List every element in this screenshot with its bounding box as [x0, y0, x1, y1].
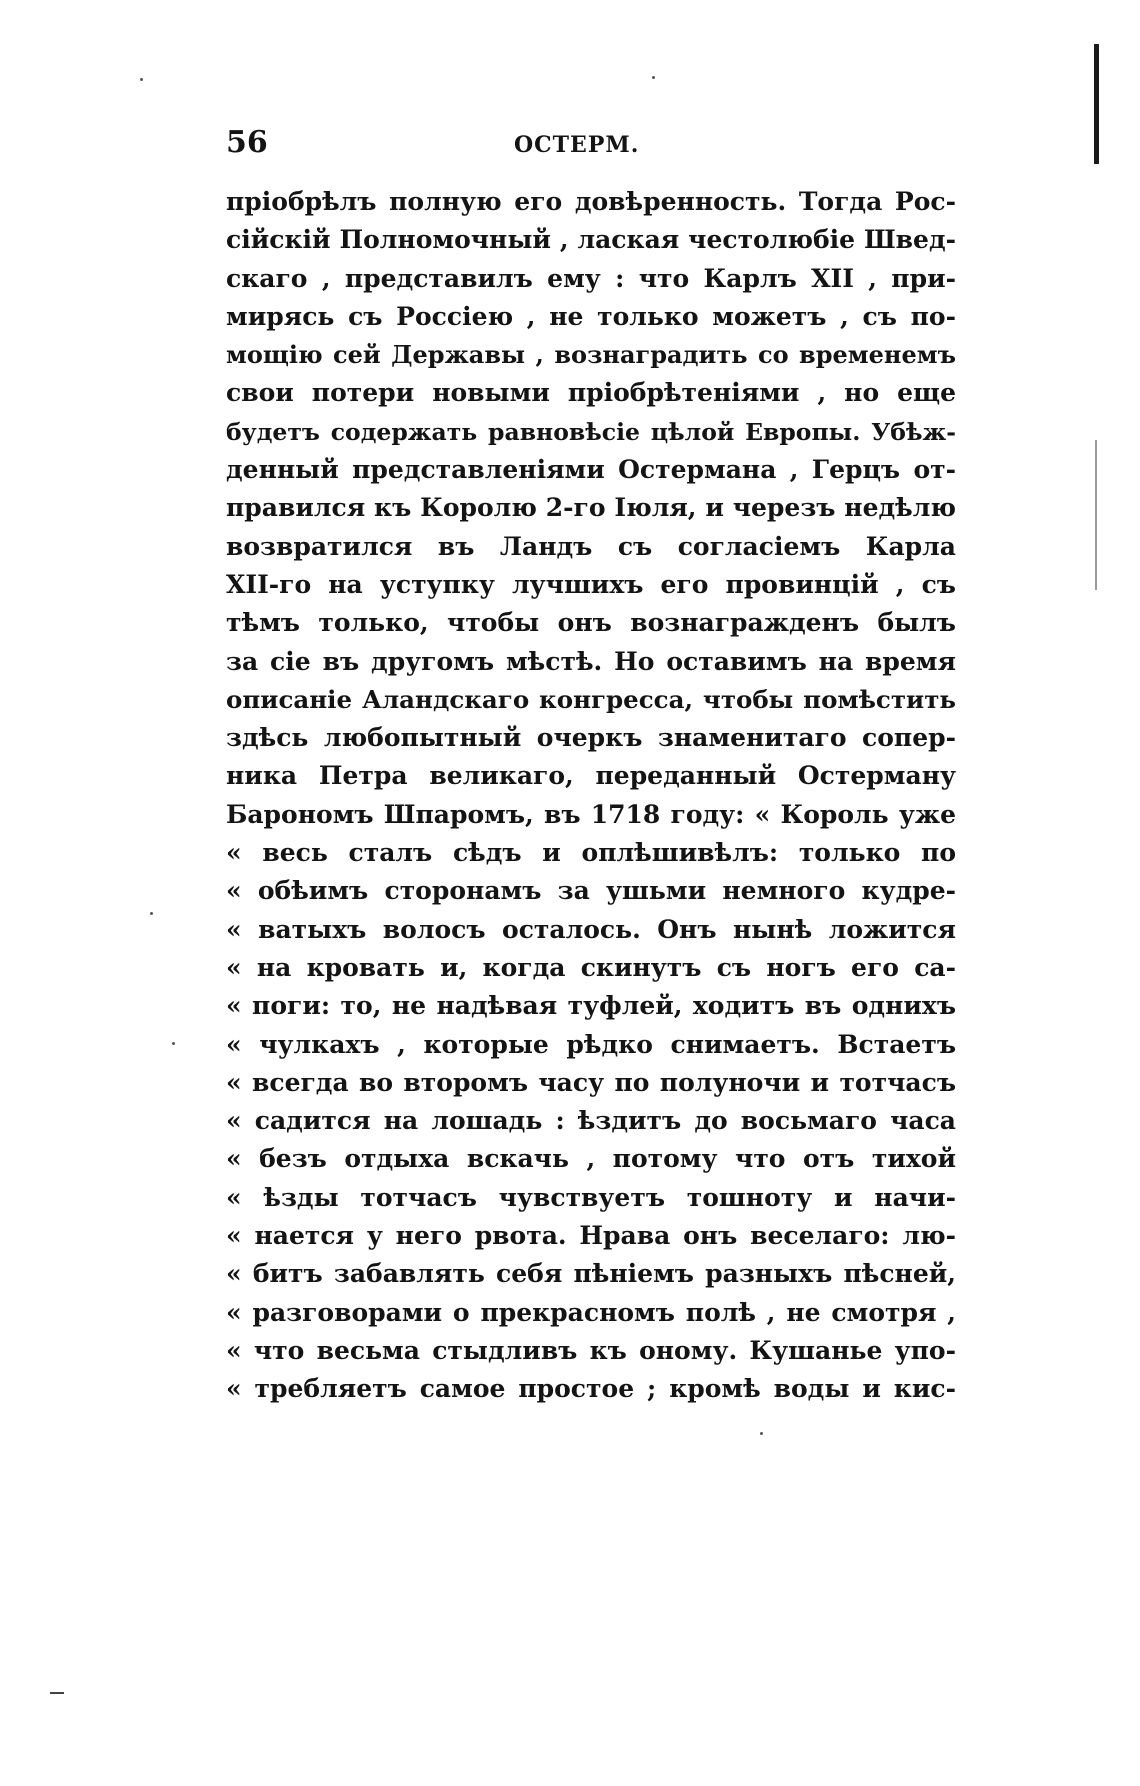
- text-line: описаніе Аландскаго конгресса, чтобы помѣстить: [226, 684, 956, 714]
- scan-speck: [652, 76, 655, 79]
- text-line: здѣсь любопытный очеркъ знаменитаго сопер-: [226, 723, 956, 753]
- text-line: Барономъ Шпаромъ, въ 1718 году: « Король уже: [226, 799, 956, 829]
- text-line: скаго , представилъ ему : что Карлъ XII , при-: [226, 263, 956, 293]
- running-header: ОСТЕРМ.: [514, 132, 640, 158]
- text-line: XII-го на уступку лучшихъ его провинцій , съ: [226, 569, 956, 599]
- text-line: « разговорами о прекрасномъ полѣ , не смотря ,: [226, 1297, 956, 1327]
- text-line: « ѣзды тотчасъ чувствуетъ тошноту и начи-: [226, 1182, 956, 1212]
- scan-speck: [150, 912, 153, 915]
- scan-speck: [172, 1042, 175, 1045]
- text-line: « чулкахъ , которые рѣдко снимаетъ. Встаетъ: [226, 1029, 956, 1059]
- text-line: « садится на лошадь : ѣздитъ до восьмаго часа: [226, 1106, 956, 1136]
- text-line: сійскій Полномочный , лаская честолюбіе Швед-: [226, 225, 956, 255]
- text-line: « обѣимъ сторонамъ за ушьми немного кудре-: [226, 876, 956, 906]
- text-line: денный представленіями Остермана , Герцъ от-: [226, 455, 956, 485]
- text-line: « всегда во второмъ часу по полуночи и тотчасъ: [226, 1067, 956, 1097]
- scan-speck: [140, 78, 143, 81]
- scan-speck: [760, 1432, 763, 1435]
- text-line: возвратился въ Ландъ съ согласіемъ Карла: [226, 531, 956, 561]
- text-line: за сіе въ другомъ мѣстѣ. Но оставимъ на время: [226, 646, 956, 676]
- text-line: ника Петра великаго, переданный Остерману: [226, 761, 956, 791]
- text-line: будетъ содержать равновѣсіе цѣлой Европы. Убѣж-: [226, 417, 956, 446]
- text-line: мирясь съ Россіею , не только можетъ , съ по-: [226, 301, 956, 331]
- text-line: « нается у него рвота. Нрава онъ веселаго: лю-: [226, 1221, 956, 1251]
- text-line: « весь сталъ сѣдъ и оплѣшивѣлъ: только по: [226, 838, 956, 868]
- text-line: « битъ забавлять себя пѣніемъ разныхъ пѣсней,: [226, 1259, 956, 1289]
- text-line: « что весьма стыдливъ къ оному. Кушанье упо-: [226, 1335, 956, 1365]
- text-line: « безъ отдыха вскачь , потому что отъ тихой: [226, 1144, 956, 1174]
- scan-edge-mark: [1094, 44, 1099, 164]
- text-line: правился къ Королю 2-го Іюля, и черезъ недѣлю: [226, 493, 956, 523]
- text-line: тѣмъ только, чтобы онъ вознагражденъ былъ: [226, 608, 956, 638]
- text-line: пріобрѣлъ полную его довѣренность. Тогда Рос-: [226, 187, 956, 216]
- page-number: 56: [226, 125, 268, 160]
- text-line: « ватыхъ волосъ осталось. Онъ нынѣ ложится: [226, 914, 956, 944]
- text-line: « поги: то, не надѣвая туфлей, ходитъ въ однихъ: [226, 991, 956, 1021]
- text-line: свои потери новыми пріобрѣтеніями , но еще: [226, 378, 956, 408]
- text-line: « на кровать и, когда скинутъ съ ногъ его са-: [226, 952, 956, 982]
- text-line: мощію сей Державы , вознаградить со временемъ: [226, 340, 956, 370]
- scan-dash: [50, 1692, 64, 1694]
- body-text: [226, 183, 956, 1409]
- text-line: « требляетъ самое простое ; кромѣ воды и кис-: [226, 1374, 956, 1404]
- scan-edge-mark-faint: [1095, 440, 1097, 590]
